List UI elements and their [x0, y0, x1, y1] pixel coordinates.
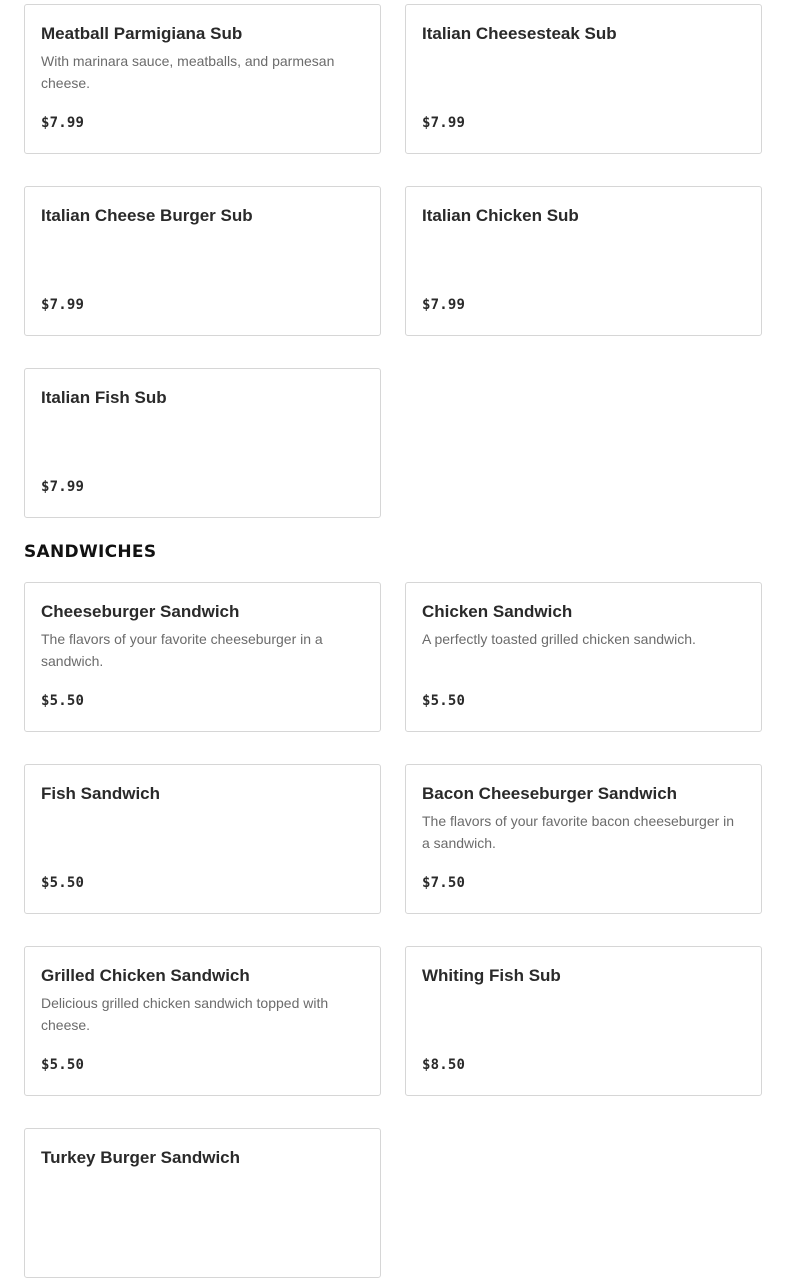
menu-item-price: $7.99: [41, 115, 85, 131]
menu-item-description: The flavors of your favorite bacon cheeseburger in a sandwich.: [422, 813, 735, 851]
menu-item-description: A perfectly toasted grilled chicken sandwich.: [422, 631, 696, 647]
menu-item-card[interactable]: [405, 764, 762, 914]
menu-item-price: $7.99: [422, 297, 466, 313]
menu-item-name: Italian Chicken Sub: [422, 206, 579, 225]
section-title-sandwiches: SANDWICHES: [24, 542, 157, 562]
menu-item-card[interactable]: [24, 582, 381, 732]
menu-item-name: Chicken Sandwich: [422, 602, 573, 621]
menu-item-name: Meatball Parmigiana Sub: [41, 24, 243, 43]
menu-item-name: Bacon Cheeseburger Sandwich: [422, 784, 678, 803]
menu-item-card[interactable]: [24, 4, 381, 154]
menu-item-name: Whiting Fish Sub: [422, 966, 561, 985]
menu-item-card[interactable]: [405, 4, 762, 154]
menu-item-price: $7.99: [41, 479, 85, 495]
menu-item-price: $5.50: [41, 693, 85, 709]
menu-item-card[interactable]: [405, 186, 762, 336]
menu-item-price: $5.50: [422, 693, 466, 709]
menu-item-price: $8.50: [422, 1057, 466, 1073]
menu-item-card[interactable]: [24, 946, 381, 1096]
menu-item-name: Grilled Chicken Sandwich: [41, 966, 250, 985]
menu-item-card[interactable]: [24, 1128, 381, 1278]
menu-item-price: $7.99: [41, 297, 85, 313]
menu-item-description: With marinara sauce, meatballs, and parmesan cheese.: [41, 53, 335, 91]
menu-item-name: Italian Cheese Burger Sub: [41, 206, 253, 225]
menu-item-name: Fish Sandwich: [41, 784, 161, 803]
menu-item-description: The flavors of your favorite cheeseburger in a sandwich.: [41, 631, 323, 669]
menu-item-name: Cheeseburger Sandwich: [41, 602, 240, 621]
menu-item-card[interactable]: [24, 186, 381, 336]
menu-item-description: Delicious grilled chicken sandwich topped with cheese.: [41, 995, 329, 1033]
menu-item-card[interactable]: [24, 368, 381, 518]
menu-item-price: $7.99: [422, 115, 466, 131]
menu-item-card[interactable]: [24, 764, 381, 914]
menu-item-price: $5.50: [41, 1057, 85, 1073]
menu-item-card[interactable]: [405, 946, 762, 1096]
menu-item-name: Italian Fish Sub: [41, 388, 167, 407]
menu-item-price: $5.50: [41, 875, 85, 891]
menu-item-name: Italian Cheesesteak Sub: [422, 24, 617, 43]
menu-item-name: Turkey Burger Sandwich: [41, 1148, 241, 1167]
menu-item-price: $7.50: [422, 875, 466, 891]
menu-item-card[interactable]: [405, 582, 762, 732]
